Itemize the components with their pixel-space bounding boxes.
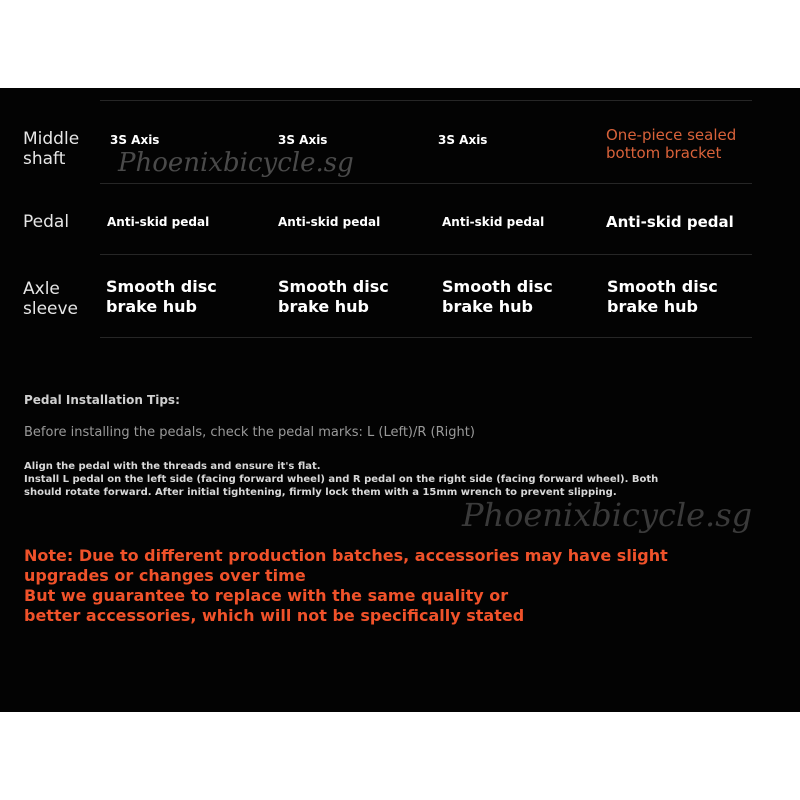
table-divider	[100, 100, 752, 101]
tips-title: Pedal Installation Tips:	[24, 393, 180, 407]
table-cell: 3S Axis	[438, 133, 488, 147]
table-cell: Smooth disc brake hub	[106, 277, 217, 316]
table-cell: Smooth disc brake hub	[278, 277, 389, 316]
row-label-axle-sleeve: Axle sleeve	[23, 279, 79, 319]
watermark: Phoenixbicycle.sg	[462, 496, 753, 534]
table-cell: 3S Axis	[110, 133, 160, 147]
row-label-pedal: Pedal	[23, 212, 70, 232]
tips-body-line: Install L pedal on the left side (facing forward wheel) and R pedal on the right side (facing forward wheel). Both	[24, 474, 659, 485]
table-cell: 3S Axis	[278, 133, 328, 147]
table-cell: Smooth disc brake hub	[607, 277, 718, 316]
table-divider	[100, 337, 752, 338]
watermark: Phoenixbicycle.sg	[118, 148, 354, 178]
table-cell: Anti-skid pedal	[107, 215, 210, 229]
table-cell: Anti-skid pedal	[278, 215, 381, 229]
tips-body	[24, 460, 704, 499]
table-cell: One-piece sealed bottom bracket	[606, 126, 737, 162]
note-text: Note: Due to different production batches, accessories may have slight upgrades or changes over time But we guarantee to replace with the same quality or better accessories, which will not be specifically stated	[24, 546, 668, 625]
table-cell: Smooth disc brake hub	[442, 277, 553, 316]
tips-body-line: should rotate forward. After initial tightening, firmly lock them with a 15mm wrench to prevent slipping.	[24, 487, 617, 498]
tips-check-line: Before installing the pedals, check the pedal marks: L (Left)/R (Right)	[24, 425, 475, 440]
table-cell: Anti-skid pedal	[442, 215, 545, 229]
table-divider	[100, 183, 752, 184]
row-label-middle-shaft: Middle shaft	[23, 129, 80, 169]
table-cell: Anti-skid pedal	[606, 213, 734, 231]
tips-body-line: Align the pedal with the threads and ensure it's flat.	[24, 461, 321, 472]
table-divider	[100, 254, 752, 255]
